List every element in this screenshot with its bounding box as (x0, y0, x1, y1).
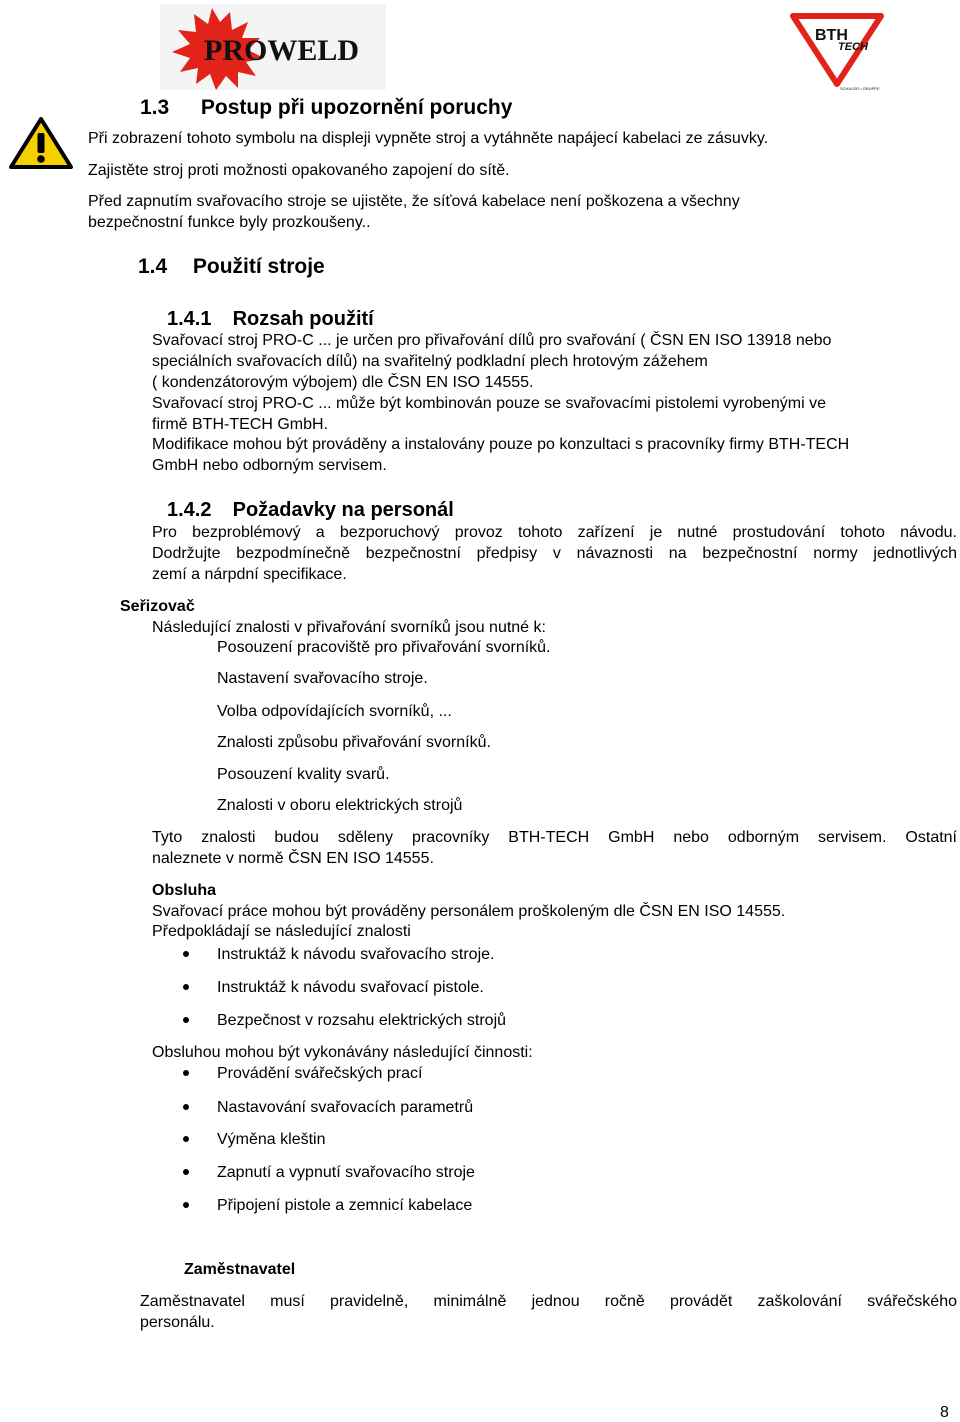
list-item: Instruktáž k návodu svařovací pistole. (217, 979, 484, 996)
bth-logo-line2: TECH (838, 41, 868, 53)
paragraph-line: Zajistěte stroj proti možnosti opakovaného zapojení do sítě. (88, 162, 510, 179)
paragraph-line: speciálních svařovacích dílů) na svařitelný podkladní plech hrotovým zážehem (152, 353, 708, 370)
page-number: 8 (940, 1404, 949, 1421)
paragraph-line: GmbH nebo odborným servisem. (152, 457, 387, 474)
section-number: 1.4 (138, 255, 168, 278)
proweld-logo-text: PROWELD (204, 34, 360, 67)
paragraph-line: Před zapnutím svařovacího stroje se ujistěte, že síťová kabelace není poškozena a všechny (88, 193, 740, 210)
activities-intro: Obsluhou mohou být vykonávány následující činnosti: (152, 1044, 533, 1061)
paragraph-line: Svařovací stroj PRO-C ... je určen pro přivařování dílů pro svařování ( ČSN EN ISO 13918 nebo (152, 332, 832, 349)
paragraph-line: Při zobrazení tohoto symbolu na displeji vypněte stroj a vytáhněte napájecí kabelaci ze zásuvky. (88, 130, 769, 147)
section-number: 1.4.2 (167, 499, 212, 521)
list-item: Provádění svářečských prací (217, 1065, 423, 1082)
paragraph-line: personálu. (140, 1314, 215, 1331)
paragraph-line: firmě BTH-TECH GmbH. (152, 416, 328, 433)
section-1-4-2-heading (167, 498, 454, 522)
paragraph-line: ( kondenzátorovým výbojem) dle ČSN EN ISO 14555. (152, 374, 534, 391)
section-1-3-heading (140, 96, 512, 120)
section-title: Použití stroje (192, 255, 325, 278)
serizovac-heading: Seřizovač (120, 598, 195, 615)
list-item: Bezpečnost v rozsahu elektrických strojů (217, 1012, 507, 1029)
list-item: Výměna kleštin (217, 1131, 326, 1148)
paragraph-line: Dodržujte bezpodmínečně bezpečnostní předpisy v návaznosti na bezpečnostní normy jednotlivých (152, 545, 957, 562)
proweld-logo-graphic (160, 4, 386, 90)
paragraph-line: Předpokládají se následující znalosti (152, 923, 411, 940)
list-item: Posouzení pracoviště pro přivařování svorníků. (217, 639, 551, 656)
section-title: Požadavky na personál (232, 499, 454, 521)
section-title: Postup při upozornění poruchy (200, 96, 513, 119)
list-item: Volba odpovídajících svorníků, ... (217, 703, 452, 720)
bullet-icon (183, 1169, 189, 1175)
list-item: Instruktáž k návodu svařovacího stroje. (217, 946, 495, 963)
serizovac-intro: Následující znalosti v přivařování svorníků jsou nutné k: (152, 619, 546, 636)
list-item: Posouzení kvality svarů. (217, 766, 390, 783)
section-title: Rozsah použití (232, 308, 374, 330)
list-item: Připojení pistole a zemnicí kabelace (217, 1197, 473, 1214)
paragraph-line: naleznete v normě ČSN EN ISO 14555. (152, 850, 434, 867)
section-number: 1.3 (140, 96, 170, 119)
bth-tech-logo (790, 12, 884, 92)
paragraph-line: zemí a nárpdní specifikace. (152, 566, 347, 583)
bullet-icon (183, 1202, 189, 1208)
list-item: Nastavení svařovacího stroje. (217, 670, 428, 687)
paragraph-line: Modifikace mohou být prováděny a instalovány pouze po konzultaci s pracovníky firmy BTH-TECH (152, 436, 850, 453)
paragraph-line: bezpečnostní funkce byly prozkoušeny.. (88, 214, 371, 231)
paragraph-line: Zaměstnavatel musí pravidelně, minimálně jednou ročně provádět zaškolování svářečského (140, 1293, 957, 1310)
paragraph-line: Tyto znalosti budou sděleny pracovníky BTH-TECH GmbH nebo odborným servisem. Ostatní (152, 829, 957, 846)
section-number: 1.4.1 (167, 308, 212, 330)
bullet-icon (183, 984, 189, 990)
bth-logo-small: SCHULER • GRUPPE (840, 86, 880, 91)
list-item: Nastavování svařovacích parametrů (217, 1099, 474, 1116)
bullet-icon (183, 1136, 189, 1142)
bullet-icon (183, 1070, 189, 1076)
warning-icon (8, 116, 74, 170)
paragraph-line: Svařovací práce mohou být prováděny personálem proškoleným dle ČSN EN ISO 14555. (152, 903, 786, 920)
list-item: Znalosti způsobu přivařování svorníků. (217, 734, 491, 751)
paragraph-line: Pro bezproblémový a bezporuchový provoz tohoto zařízení je nutné prostudování tohoto návodu. (152, 524, 957, 541)
section-1-4-heading (138, 255, 325, 279)
list-item: Zapnutí a vypnutí svařovacího stroje (217, 1164, 475, 1181)
paragraph-line: Svařovací stroj PRO-C ... může být kombinován pouze se svařovacími pistolemi vyrobenými ve (152, 395, 827, 412)
obsluha-heading: Obsluha (152, 882, 217, 899)
proweld-logo (160, 4, 386, 90)
zamestnavatel-heading: Zaměstnavatel (184, 1261, 296, 1278)
bth-logo-line1: BTH (815, 27, 848, 44)
list-item: Znalosti v oboru elektrických strojů (217, 797, 463, 814)
section-1-4-1-heading (167, 307, 374, 331)
bullet-icon (183, 1104, 189, 1110)
bullet-icon (183, 951, 189, 957)
bullet-icon (183, 1017, 189, 1023)
